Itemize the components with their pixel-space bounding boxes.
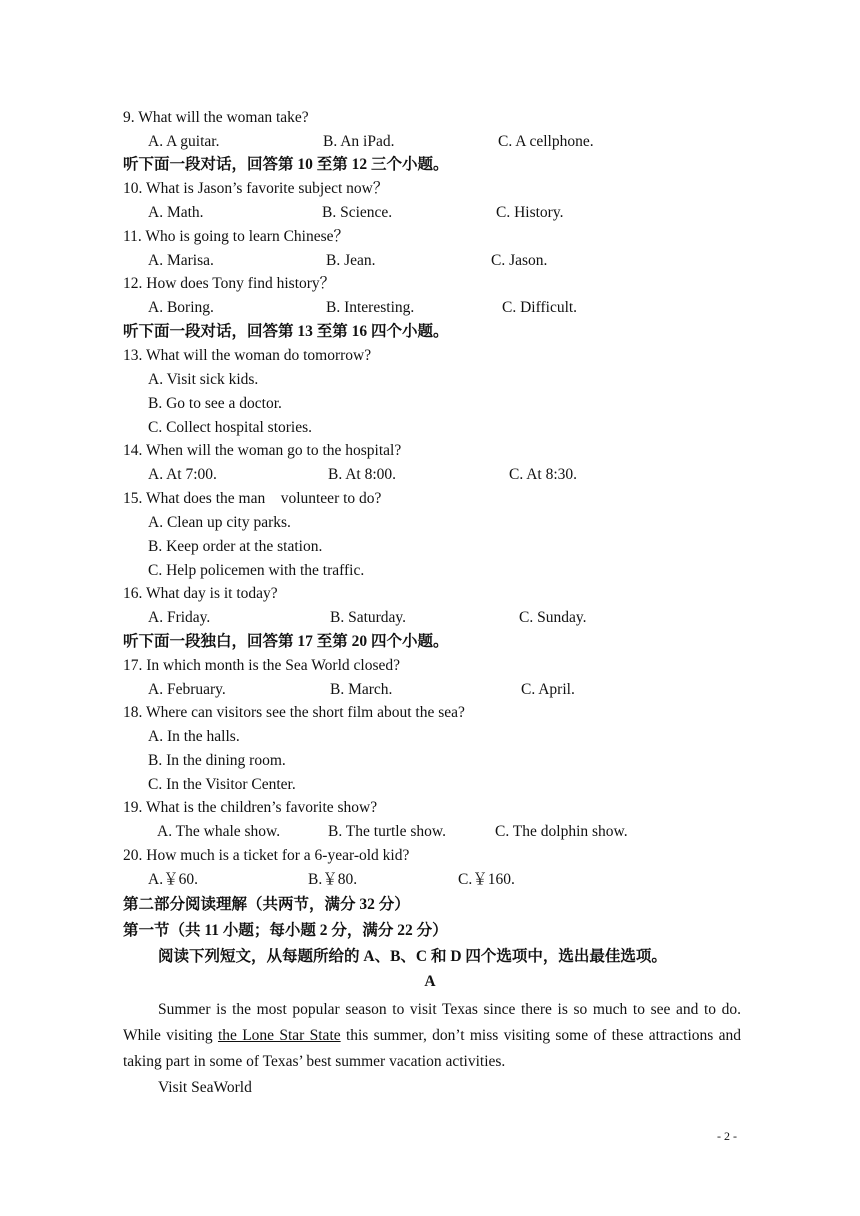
question-10-option-a: A. Math. xyxy=(148,204,204,221)
question-16-stem: 16. What day is it today? xyxy=(123,585,278,602)
question-15-option-c: C. Help policemen with the traffic. xyxy=(148,562,365,579)
question-17-option-c: C. April. xyxy=(521,681,575,698)
question-13-option-a: A. Visit sick kids. xyxy=(148,371,259,388)
question-20-option-b: B.￥80. xyxy=(308,871,358,888)
paragraph-text-end: this summer, don’t miss visiting some of these attractions and taking part in some of Texas’ best summer vacation activities. xyxy=(123,1027,742,1070)
question-18-option-a: A. In the halls. xyxy=(148,728,240,745)
question-17-stem: 17. In which month is the Sea World closed? xyxy=(123,657,400,674)
question-9-option-a: A. A guitar. xyxy=(148,133,220,150)
question-14-stem: 14. When will the woman go to the hospital? xyxy=(123,442,402,459)
question-14-option-b: B. At 8:00. xyxy=(328,466,397,483)
question-12-option-a: A. Boring. xyxy=(148,299,214,316)
question-19-option-b: B. The turtle show. xyxy=(328,823,446,840)
question-17-option-a: A. February. xyxy=(148,681,226,698)
question-12-option-c: C. Difficult. xyxy=(502,299,578,316)
question-12-stem: 12. How does Tony find history？ xyxy=(123,275,336,292)
reading-instruction: 阅读下列短文，从每题所给的 A、B、C 和 D 四个选项中，选出最佳选项。 xyxy=(158,948,667,965)
question-13-option-c: C. Collect hospital stories. xyxy=(148,419,313,436)
question-10-option-c: C. History. xyxy=(496,204,564,221)
question-9-option-b: B. An iPad. xyxy=(323,133,395,150)
part-two-title: 第二部分阅读理解（共两节，满分 32 分） xyxy=(123,896,410,913)
passage-heading: Visit SeaWorld xyxy=(158,1079,252,1096)
paragraph-text-start: Summer is the most popular season to visit Texas since there is so much to see and to do. While visiting xyxy=(123,1001,741,1044)
question-11-option-a: A. Marisa. xyxy=(148,252,214,269)
section-heading-17-20: 听下面一段独白，回答第 17 至第 20 四个小题。 xyxy=(123,633,449,650)
question-12-option-b: B. Interesting. xyxy=(326,299,415,316)
question-19-option-c: C. The dolphin show. xyxy=(495,823,628,840)
question-18-option-c: C. In the Visitor Center. xyxy=(148,776,296,793)
question-11-option-b: B. Jean. xyxy=(326,252,376,269)
question-16-option-b: B. Saturday. xyxy=(330,609,407,626)
question-11-stem: 11. Who is going to learn Chinese？ xyxy=(123,228,350,245)
question-9-stem: 9. What will the woman take? xyxy=(123,109,309,126)
question-17-option-b: B. March. xyxy=(330,681,393,698)
question-15-option-b: B. Keep order at the station. xyxy=(148,538,323,555)
question-16-option-a: A. Friday. xyxy=(148,609,211,626)
question-19-option-a: A. The whale show. xyxy=(157,823,281,840)
question-19-stem: 19. What is the children’s favorite show? xyxy=(123,799,378,816)
question-13-option-b: B. Go to see a doctor. xyxy=(148,395,282,412)
page-number: - 2 - xyxy=(717,1129,737,1143)
question-18-stem: 18. Where can visitors see the short film about the sea? xyxy=(123,704,465,721)
question-15-option-a: A. Clean up city parks. xyxy=(148,514,291,531)
section-heading-13-16: 听下面一段对话，回答第 13 至第 16 四个小题。 xyxy=(123,323,449,340)
passage-letter: A xyxy=(424,973,436,990)
question-13-stem: 13. What will the woman do tomorrow? xyxy=(123,347,372,364)
underlined-phrase: the Lone Star State xyxy=(217,1027,341,1044)
question-14-option-a: A. At 7:00. xyxy=(148,466,217,483)
section-one-subtitle: 第一节（共 11 小题；每小题 2 分，满分 22 分） xyxy=(123,922,448,939)
question-18-option-b: B. In the dining room. xyxy=(148,752,286,769)
question-15-stem: 15. What does the man volunteer to do? xyxy=(123,490,382,507)
section-heading-10-12: 听下面一段对话，回答第 10 至第 12 三个小题。 xyxy=(123,156,449,173)
question-11-option-c: C. Jason. xyxy=(491,252,548,269)
question-20-stem: 20. How much is a ticket for a 6-year-old kid? xyxy=(123,847,410,864)
question-10-stem: 10. What is Jason’s favorite subject now？ xyxy=(123,180,389,197)
question-20-option-c: C.￥160. xyxy=(458,871,515,888)
question-16-option-c: C. Sunday. xyxy=(519,609,587,626)
question-9-option-c: C. A cellphone. xyxy=(498,133,594,150)
passage-paragraph xyxy=(123,997,741,1075)
question-14-option-c: C. At 8:30. xyxy=(509,466,578,483)
question-20-option-a: A.￥60. xyxy=(148,871,198,888)
question-10-option-b: B. Science. xyxy=(322,204,393,221)
